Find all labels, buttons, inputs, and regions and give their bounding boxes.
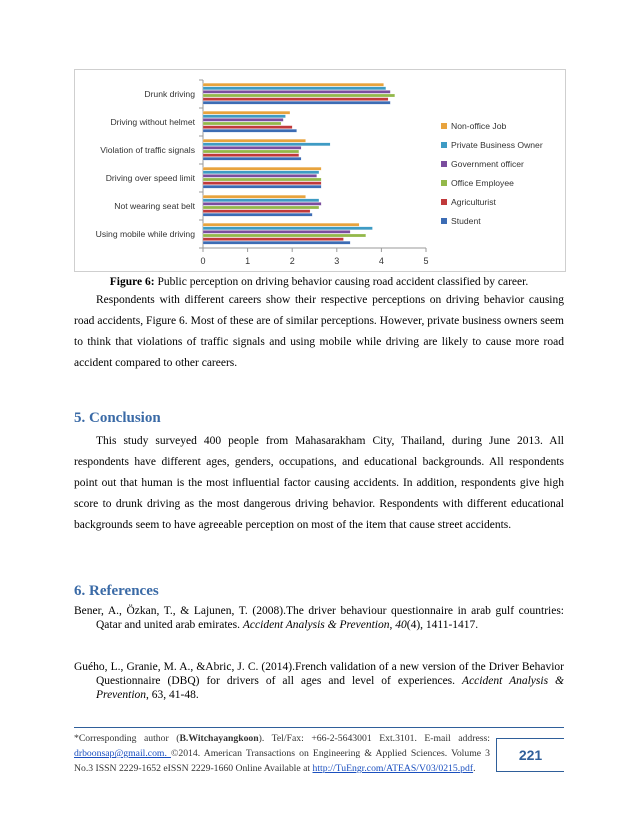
bar	[203, 129, 297, 132]
conclusion-paragraph	[74, 431, 564, 536]
bar	[203, 174, 317, 177]
paragraph-text: Respondents with different careers show their respective perceptions on driving behavior causing road accidents, Figure 6. Most of these are of similar perceptions. However, private business owners seem to think that violations of traffic signals and using mobile while driving are likely to cause more road accident compared to other careers.	[74, 294, 564, 369]
caption-label: Figure 6:	[109, 276, 155, 288]
bar	[203, 111, 290, 114]
x-tick-label: 5	[423, 256, 429, 266]
bar	[203, 234, 366, 237]
bar	[203, 98, 388, 101]
caption-text: Public perception on driving behavior causing road accident classified by career.	[154, 276, 529, 288]
footer-text	[74, 731, 490, 776]
bar	[203, 199, 319, 202]
bar	[203, 171, 319, 174]
section-heading-references: 6. References	[74, 583, 159, 599]
ref-pages: 63, 41-48.	[151, 689, 199, 701]
bar	[203, 154, 299, 157]
x-tick-label: 4	[378, 256, 384, 266]
legend-swatch	[441, 161, 447, 167]
bar	[203, 185, 321, 188]
body-paragraph	[74, 290, 564, 374]
page-footer	[74, 727, 564, 794]
page-number: 221	[496, 738, 564, 772]
bar	[203, 238, 343, 241]
x-tick-label: 1	[245, 256, 251, 266]
bar	[203, 182, 321, 185]
bar	[203, 146, 301, 149]
bar	[203, 227, 372, 230]
bar	[203, 223, 359, 226]
bar	[203, 230, 350, 233]
bar	[203, 83, 384, 86]
footer-part: ). Tel/Fax: +66-2-5643001 Ext.3101. E-mail address:	[258, 733, 490, 744]
x-tick-label: 2	[289, 256, 295, 266]
ref-sep: ,	[146, 689, 152, 701]
category-label: Driving without helmet	[110, 117, 195, 127]
bar	[203, 94, 395, 97]
bar-chart	[75, 70, 565, 271]
conclusion-text: This study surveyed 400 people from Mahasarakham City, Thailand, during June 2013. All respondents have different ages, genders, occupations, and educational backgrounds. All respondents point out that human is the most influential factor causing accidents. In addition, respondents give high score to drunk driving as the most dangerous driving behavior. Respondents with different educational backgrounds seem to have agreeable perception on most of the item that cause street accidents.	[74, 435, 564, 531]
category-label: Driving over speed limit	[105, 173, 195, 183]
bar	[203, 195, 306, 198]
legend-swatch	[441, 180, 447, 186]
bar	[203, 122, 281, 125]
legend-label: Government officer	[451, 159, 524, 169]
chart-figure	[74, 69, 566, 272]
category-label: Drunk driving	[144, 89, 195, 99]
bar	[203, 87, 386, 90]
legend-label: Private Business Owner	[451, 140, 543, 150]
footer-part: .	[473, 763, 476, 774]
bar	[203, 157, 301, 160]
legend-label: Office Employee	[451, 178, 514, 188]
corresponding-author: B.Witchayangkoon	[179, 733, 259, 744]
ref-journal: Accident Analysis & Prevention	[96, 675, 564, 701]
bar	[203, 213, 312, 216]
bar	[203, 115, 286, 118]
ref-journal: Accident Analysis & Prevention	[242, 619, 390, 631]
x-tick-label: 3	[334, 256, 340, 266]
legend-label: Agriculturist	[451, 197, 496, 207]
bar	[203, 206, 319, 209]
legend-swatch	[441, 218, 447, 224]
bar	[203, 178, 321, 181]
legend-label: Non-office Job	[451, 121, 507, 131]
x-tick-label: 0	[200, 256, 206, 266]
ref-sep: ,	[389, 619, 396, 631]
category-label: Not wearing seat belt	[114, 201, 195, 211]
bar	[203, 150, 299, 153]
bar	[203, 167, 321, 170]
footer-part: *Corresponding author (	[74, 733, 180, 744]
ref-authors-title: Guého, L., Granie, M. A., &Abric, J. C. (2014).French validation of a new version of the Driver Behavior Questionnaire (DBQ) for drivers of all ages and level of experiences.	[74, 661, 564, 687]
category-label: Using mobile while driving	[95, 229, 195, 239]
bar	[203, 126, 292, 129]
bar	[203, 241, 350, 244]
bar	[203, 202, 321, 205]
legend-swatch	[441, 199, 447, 205]
ref-authors-title: Bener, A., Özkan, T., & Lajunen, T. (2008).The driver behaviour questionnaire in arab gulf countries: Qatar and united arab emirates.	[74, 605, 564, 631]
ref-volume: 40	[395, 619, 407, 631]
footer-part: ©2014. American Transactions on Engineering & Applied Sciences. Volume 3 No.3 ISSN 2229-1652 eISSN 2229-1660 Online Available at	[74, 748, 490, 774]
reference-item	[74, 604, 564, 632]
bar	[203, 143, 330, 146]
category-label: Violation of traffic signals	[100, 145, 195, 155]
legend-swatch	[441, 123, 447, 129]
bar	[203, 101, 390, 104]
ref-pages: (4), 1411-1417.	[406, 619, 479, 631]
figure-caption	[74, 274, 564, 290]
section-heading-conclusion: 5. Conclusion	[74, 410, 161, 426]
reference-item	[74, 660, 564, 702]
legend-label: Student	[451, 216, 481, 226]
email-link[interactable]: drboonsap@gmail.com.	[74, 748, 171, 759]
bar	[203, 118, 283, 121]
bar	[203, 210, 310, 213]
legend-swatch	[441, 142, 447, 148]
bar	[203, 90, 390, 93]
bar	[203, 139, 306, 142]
url-link[interactable]: http://TuEngr.com/ATEAS/V03/0215.pdf	[312, 763, 474, 774]
